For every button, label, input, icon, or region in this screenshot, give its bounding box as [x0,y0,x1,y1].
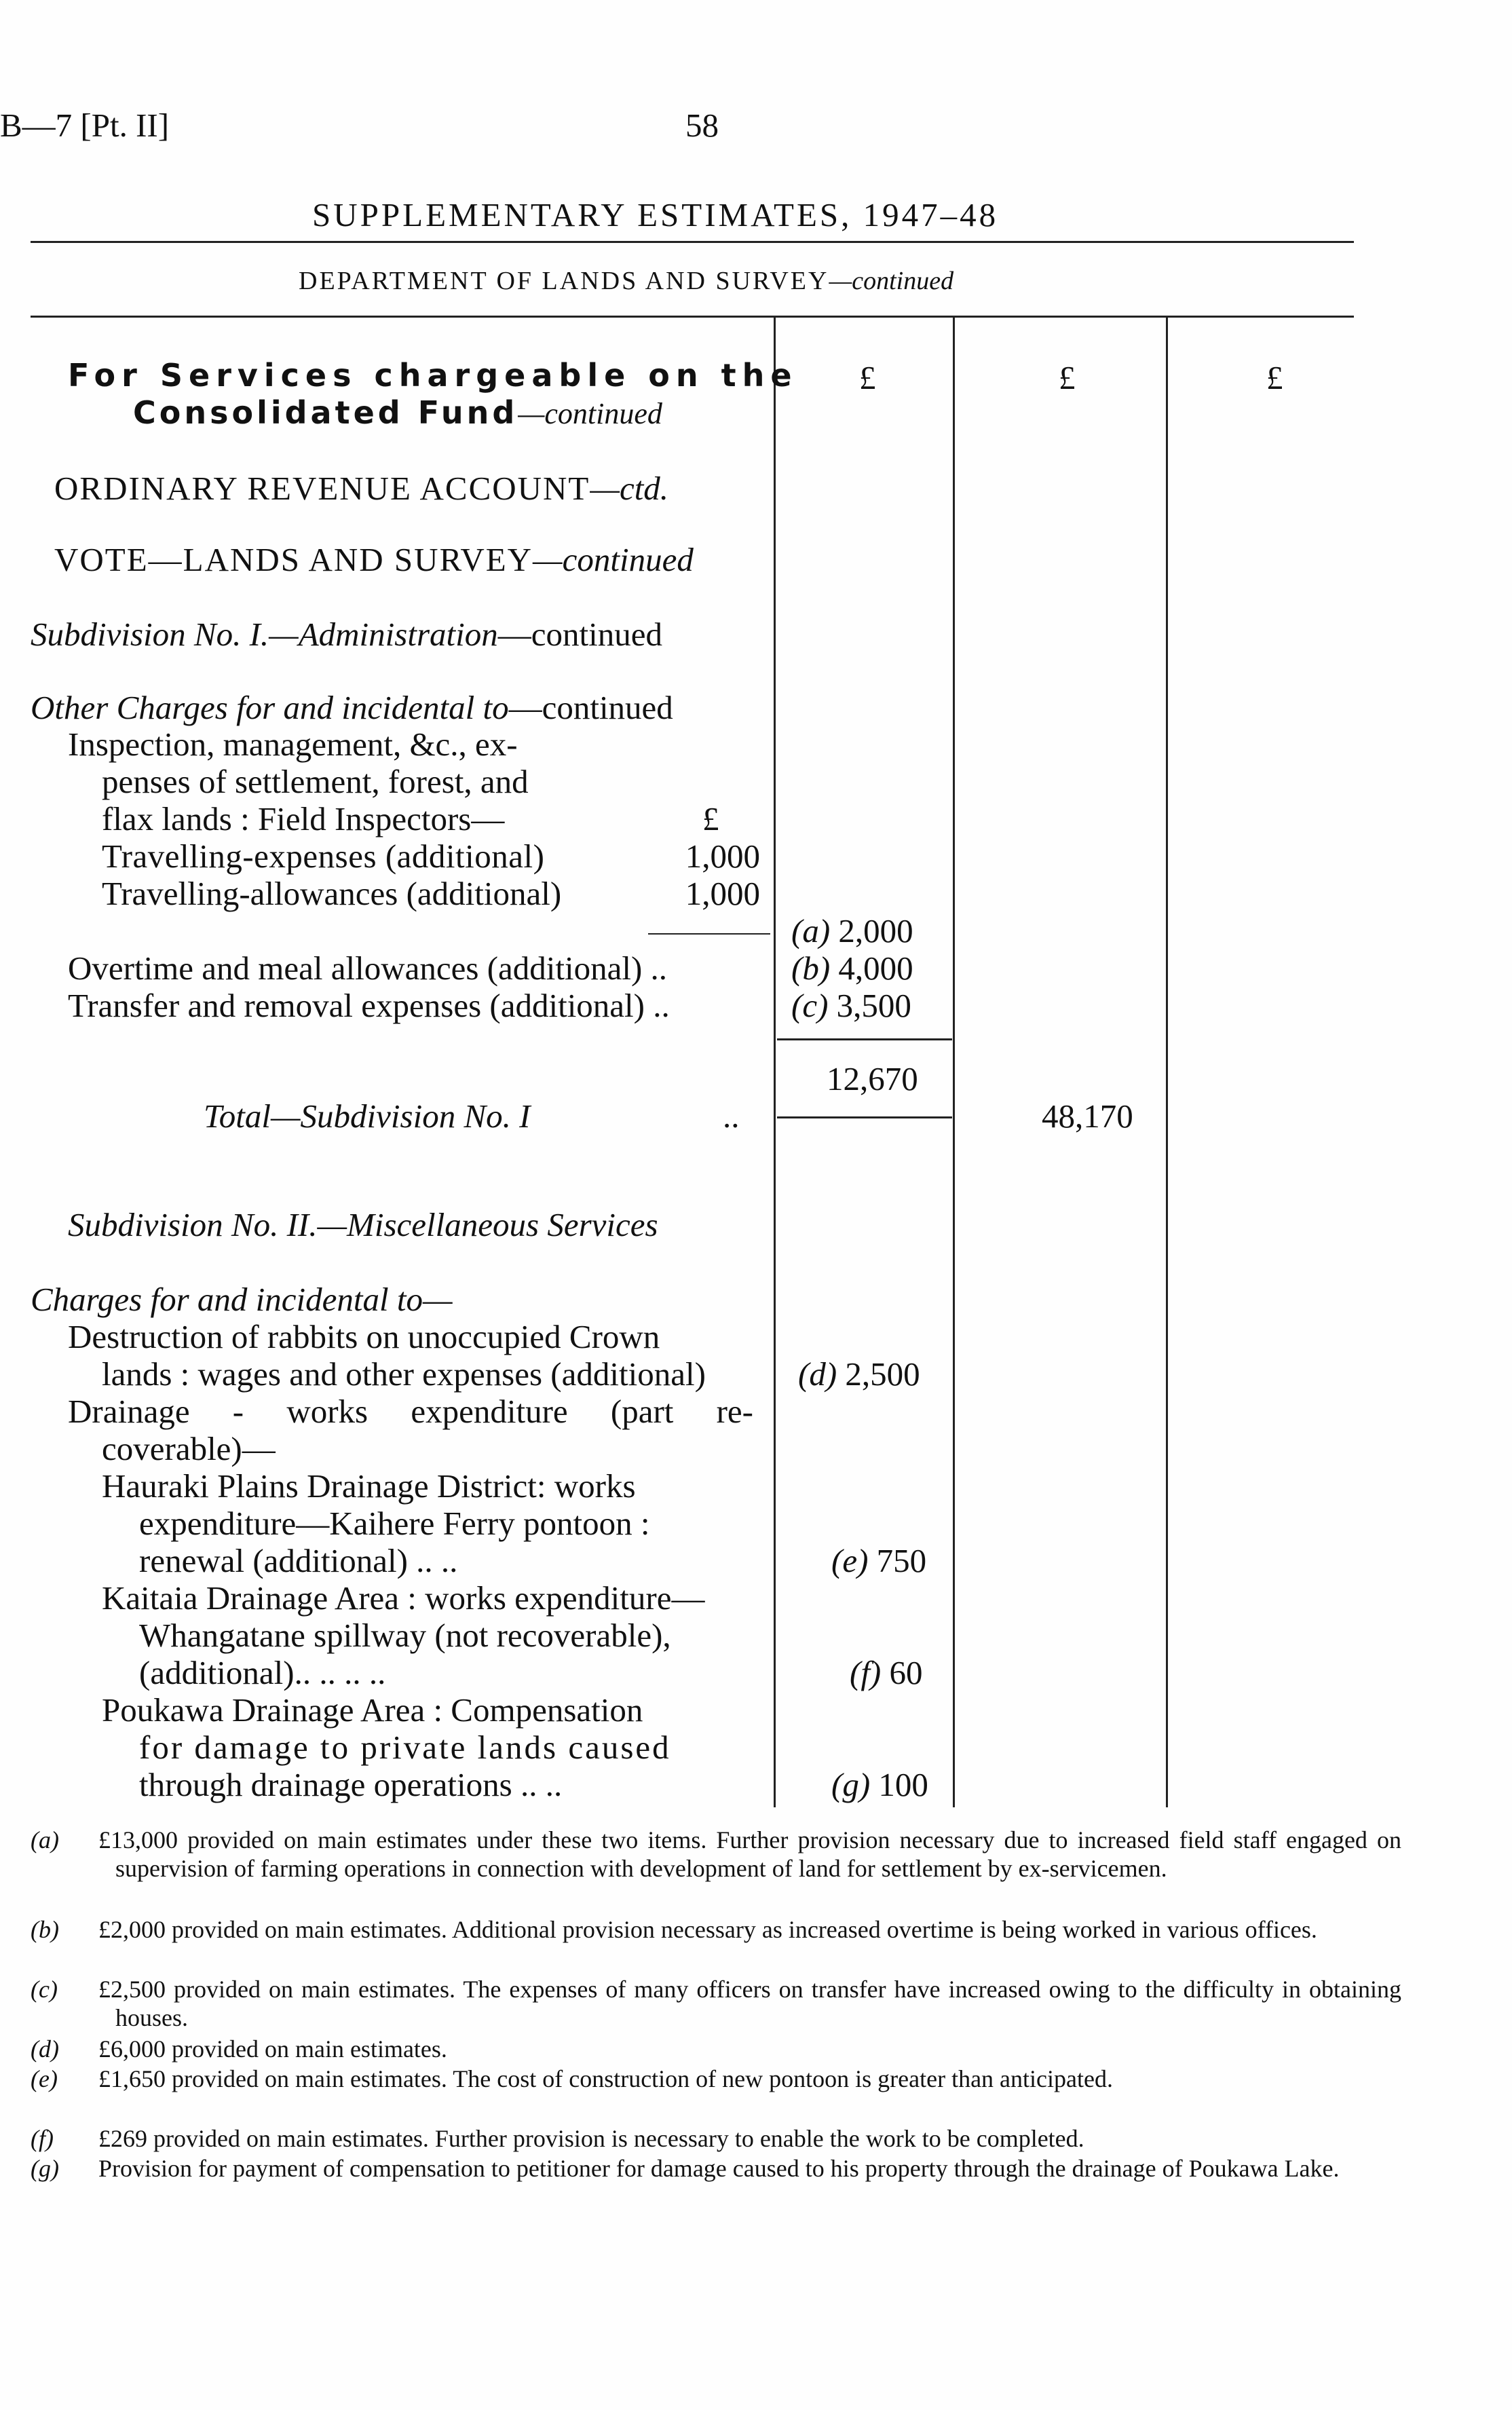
overtime-label: Overtime and meal allowances (additional) .. [68,949,668,987]
item-e-value: 750 [876,1542,927,1579]
kaitaia-line-2: Whangatane spillway (not recoverable), [139,1617,671,1654]
footnote-f-label: (f) [31,2125,54,2152]
rabbits-line-1: Destruction of rabbits on unoccupied Crown [68,1318,660,1355]
header-rule-top [31,241,1354,243]
item-g-amount [831,1768,928,1801]
travelling-allowances-value: 1,000 [685,875,760,912]
services-heading-line1: For Services chargeable on the [68,357,798,394]
footnote-e-label: (e) [31,2065,58,2092]
hauraki-line-2: expenditure—Kaihere Ferry pontoon : [139,1505,650,1542]
rabbits-line-2: lands : wages and other expenses (additional) [102,1355,706,1393]
item-f-amount [850,1656,923,1689]
page-title: SUPPLEMENTARY ESTIMATES, 1947–48 [312,196,999,233]
footnote-c-label: (c) [31,1976,58,2003]
footnote-g-text: Provision for payment of compensation to petitioner for damage caused to his property through the drainage of Poukawa Lake. [98,2155,1340,2182]
item-d-value: 2,500 [845,1355,920,1393]
column-rule-2 [953,318,955,1807]
vote-heading [54,543,694,576]
column-rule-3 [1166,318,1168,1807]
subtotal-rule-top [777,1038,952,1040]
poukawa-line-3: through drainage operations .. .. [139,1766,563,1803]
hauraki-line-3: renewal (additional) .. .. [139,1542,458,1579]
column-2-currency: £ [1059,359,1076,396]
account-heading [54,472,668,505]
item-e-ref: (e) [831,1542,869,1579]
kaitaia-line-3: (additional).. .. .. .. [139,1654,386,1691]
total-subdivision-1-label: Total—Subdivision No. I [204,1097,531,1135]
footnote-b-text: £2,000 provided on main estimates. Additional provision necessary as increased overtime is being worked in various offices. [98,1916,1317,1943]
account-name: ORDINARY REVENUE ACCOUNT [54,470,590,507]
item-f-ref: (f) [850,1654,882,1691]
item-b-value: 4,000 [838,949,913,987]
footnote-d-text: £6,000 provided on main estimates. [98,2035,447,2063]
subdivision-1-title: Subdivision No. I.—Administration [31,616,498,653]
vote-name: VOTE—LANDS AND SURVEY [54,541,533,578]
footnote-f-text: £269 provided on main estimates. Further provision is necessary to enable the work to be completed. [98,2125,1084,2152]
poukawa-line-1: Poukawa Drainage Area : Compensation [102,1691,643,1729]
drainage-line-2: coverable)— [102,1430,276,1467]
inner-currency: £ [702,800,719,837]
document-reference: B—7 [Pt. II] [0,107,170,144]
item-d-amount [798,1357,920,1391]
item-a-amount [791,914,913,947]
item-e-amount [831,1544,926,1577]
column-1-currency: £ [859,359,876,396]
footnote-b-label: (b) [31,1916,59,1943]
footnote-c-text: £2,500 provided on main estimates. The expenses of many officers on transfer have increased owing to the difficulty in obtaining houses. [98,1976,1401,2031]
footnote-g-label: (g) [31,2155,59,2182]
department-heading [299,268,953,294]
item-b-amount [791,949,913,987]
item-b-ref: (b) [791,949,831,987]
department-name: DEPARTMENT OF LANDS AND SURVEY [299,267,829,295]
account-continued: —ctd. [590,470,669,507]
services-heading-line2 [133,394,662,431]
inner-subtotal-rule [648,933,770,935]
header-rule-bottom [31,316,1354,318]
travelling-allowances-label: Travelling-allowances (additional) [102,875,562,912]
item-f-value: 60 [889,1654,923,1691]
item-c-value: 3,500 [836,987,911,1024]
item-a-ref: (a) [791,912,831,949]
vote-continued: —continued [533,541,694,578]
poukawa-line-2: for damage to private lands caused [139,1729,671,1766]
item-g-ref: (g) [831,1766,871,1803]
footnote-e-text: £1,650 provided on main estimates. The cost of construction of new pontoon is greater than anticipated. [98,2065,1113,2092]
transfer-label: Transfer and removal expenses (additional) .. [68,987,670,1024]
travelling-expenses-value: 1,000 [685,837,760,875]
subdivision-1-heading [31,618,662,651]
subdivision-1-continued: —continued [497,616,662,653]
other-charges-heading [31,691,673,724]
total-leader-dots: .. [723,1097,740,1135]
footnote-d-label: (d) [31,2035,59,2063]
kaitaia-line-1: Kaitaia Drainage Area : works expenditure— [102,1579,705,1617]
inspection-line-1: Inspection, management, &c., ex- [68,726,518,763]
subtotal-value: 12,670 [827,1060,918,1097]
services-continued: —continued [518,397,662,430]
footnote-a-text: £13,000 provided on main estimates under these two items. Further provision necessary due to increased field staff engaged on supervision of farming operations in connection with development of land for settlement by ex-servicemen. [98,1826,1401,1882]
item-c-amount [791,989,911,1022]
item-c-ref: (c) [791,987,829,1024]
travelling-expenses-label: Travelling-expenses (additional) [102,837,545,875]
hauraki-line-1: Hauraki Plains Drainage District: works [102,1467,636,1505]
inspection-line-3: flax lands : Field Inspectors— [102,800,505,837]
grand-total-value: 48,170 [1042,1097,1133,1135]
item-g-value: 100 [878,1766,928,1803]
other-charges-title: Other Charges for and incidental to [31,689,509,726]
column-3-currency: £ [1266,359,1283,396]
consolidated-fund-label: Consolidated Fund [133,394,518,431]
item-a-value: 2,000 [838,912,913,949]
column-rule-1 [774,318,776,1807]
other-charges-continued: —continued [508,689,673,726]
subdivision-2-heading: Subdivision No. II.—Miscellaneous Services [68,1206,658,1243]
department-continued: —continued [829,267,954,295]
inspection-line-2: penses of settlement, forest, and [102,763,529,800]
item-d-ref: (d) [798,1355,837,1393]
subdivision-2-charges-heading: Charges for and incidental to— [31,1281,453,1318]
page-number: 58 [685,107,719,144]
subtotal-rule-bottom [777,1116,952,1118]
footnote-a-label: (a) [31,1826,59,1853]
drainage-line-1: Drainage - works expenditure (part re- [68,1393,753,1430]
